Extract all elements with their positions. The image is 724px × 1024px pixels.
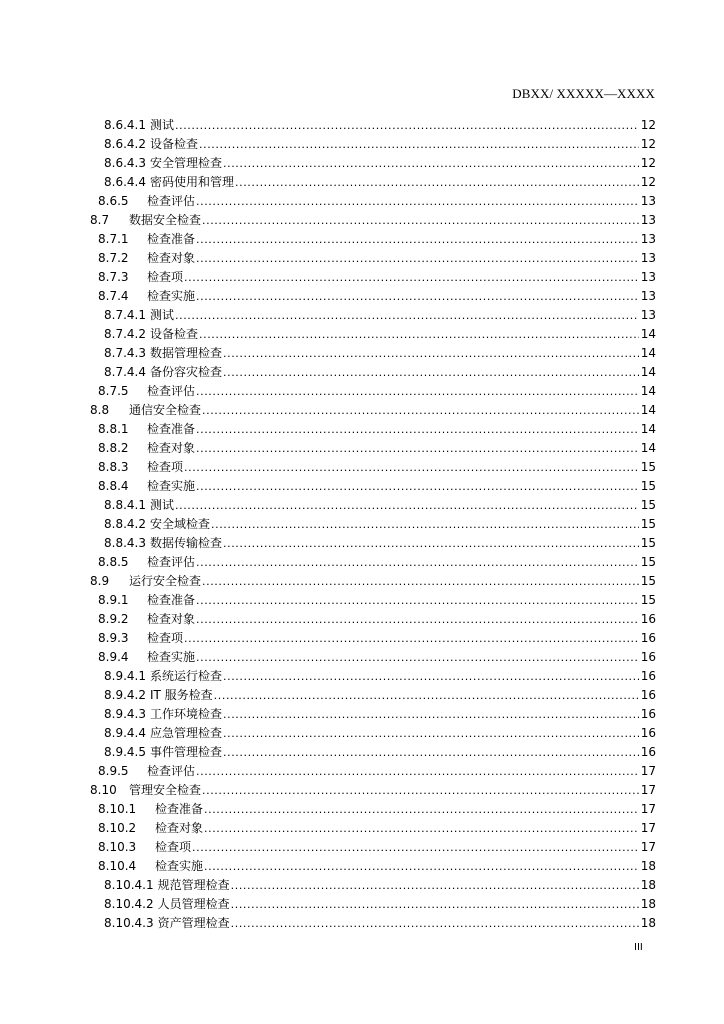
toc-entry[interactable]	[90, 838, 656, 857]
toc-entry-page: 15	[640, 498, 656, 512]
toc-entry-number: 8.8.5	[98, 555, 129, 569]
toc-entry-page: 18	[640, 897, 656, 911]
toc-dot-leader	[214, 686, 639, 705]
toc-entry-title: 测试	[149, 498, 174, 512]
toc-entry[interactable]	[90, 420, 656, 439]
toc-entry[interactable]	[90, 230, 656, 249]
toc-entry[interactable]	[90, 534, 656, 553]
toc-dot-leader	[184, 629, 639, 648]
toc-entry[interactable]	[90, 249, 656, 268]
toc-entry-title: 应急管理检查	[149, 726, 222, 740]
toc-entry-title: 检查准备	[155, 802, 204, 816]
toc-entry-page: 18	[640, 859, 656, 873]
toc-entry-page: 17	[640, 840, 656, 854]
toc-entry[interactable]	[90, 857, 656, 876]
toc-entry[interactable]	[90, 401, 656, 420]
toc-dot-leader	[175, 306, 639, 325]
toc-entry-title: 工作环境检查	[149, 707, 222, 721]
toc-entry-page: 15	[640, 460, 656, 474]
toc-entry-number: 8.8.2	[98, 441, 129, 455]
toc-entry-number: 8.6.4.1	[104, 118, 146, 132]
table-of-contents	[90, 116, 656, 933]
toc-entry-title: 测试	[149, 118, 174, 132]
toc-entry[interactable]	[90, 211, 656, 230]
toc-entry-number: 8.9.4	[98, 650, 129, 664]
toc-entry[interactable]	[90, 287, 656, 306]
toc-entry-page: 13	[640, 232, 656, 246]
toc-entry-title: 运行安全检查	[129, 574, 202, 588]
toc-dot-leader	[223, 705, 639, 724]
toc-entry-page: 13	[640, 308, 656, 322]
toc-entry-title: 测试	[149, 308, 174, 322]
toc-entry-page: 14	[640, 346, 656, 360]
toc-entry-title: 设备检查	[149, 137, 198, 151]
toc-entry-title: 检查对象	[147, 251, 196, 265]
toc-entry-page: 14	[640, 327, 656, 341]
toc-entry[interactable]	[90, 135, 656, 154]
toc-dot-leader	[202, 401, 639, 420]
toc-entry-number: 8.7.4	[98, 289, 129, 303]
toc-entry-page: 13	[640, 213, 656, 227]
toc-entry-title: 检查实施	[147, 289, 196, 303]
toc-entry-page: 13	[640, 270, 656, 284]
toc-entry-page: 13	[640, 251, 656, 265]
toc-dot-leader	[231, 895, 639, 914]
toc-entry[interactable]	[90, 724, 656, 743]
toc-entry-title: 系统运行检查	[149, 669, 222, 683]
toc-entry[interactable]	[90, 363, 656, 382]
toc-dot-leader	[196, 610, 639, 629]
toc-dot-leader	[223, 154, 639, 173]
toc-entry[interactable]	[90, 591, 656, 610]
toc-entry-title: 通信安全检查	[129, 403, 202, 417]
toc-dot-leader	[223, 363, 639, 382]
toc-entry[interactable]	[90, 781, 656, 800]
toc-entry-number: 8.10	[90, 783, 117, 797]
toc-entry[interactable]	[90, 876, 656, 895]
toc-entry-title: 检查对象	[147, 612, 196, 626]
toc-entry-number: 8.8.4	[98, 479, 129, 493]
toc-entry[interactable]	[90, 648, 656, 667]
toc-entry-title: 检查实施	[155, 859, 204, 873]
document-code: DBXX/ XXXXX—XXXX	[512, 86, 655, 101]
toc-entry-number: 8.9.4.1	[104, 669, 146, 683]
toc-entry-number: 8.7.4.4	[104, 365, 146, 379]
toc-entry-page: 16	[640, 726, 656, 740]
toc-entry-number: 8.9.4.2	[104, 688, 146, 702]
toc-entry-page: 15	[640, 536, 656, 550]
toc-entry-page: 16	[640, 688, 656, 702]
toc-entry-page: 18	[640, 916, 656, 930]
toc-dot-leader	[196, 230, 639, 249]
toc-entry-page: 17	[640, 821, 656, 835]
toc-dot-leader	[204, 800, 639, 819]
toc-entry-title: 检查实施	[147, 479, 196, 493]
toc-dot-leader	[199, 135, 639, 154]
toc-entry[interactable]	[90, 705, 656, 724]
toc-entry-title: 检查项	[147, 631, 184, 645]
toc-dot-leader	[204, 857, 639, 876]
toc-entry-number: 8.10.4	[98, 859, 137, 873]
toc-entry[interactable]	[90, 458, 656, 477]
toc-entry-number: 8.8.1	[98, 422, 129, 436]
toc-entry-number: 8.10.3	[98, 840, 137, 854]
toc-entry-title: 设备检查	[149, 327, 198, 341]
toc-entry-title: 事件管理检查	[149, 745, 222, 759]
toc-entry-title: 管理安全检查	[129, 783, 202, 797]
toc-entry-title: 人员管理检查	[157, 897, 230, 911]
toc-entry-number: 8.8	[90, 403, 110, 417]
toc-entry-title: 数据安全检查	[129, 213, 202, 227]
toc-entry-page: 12	[640, 137, 656, 151]
toc-entry[interactable]	[90, 819, 656, 838]
toc-dot-leader	[196, 382, 639, 401]
toc-entry[interactable]	[90, 515, 656, 534]
toc-dot-leader	[196, 477, 639, 496]
toc-entry[interactable]	[90, 496, 656, 515]
toc-entry-page: 16	[640, 669, 656, 683]
toc-entry-title: 检查项	[147, 460, 184, 474]
toc-entry-number: 8.7.4.2	[104, 327, 146, 341]
toc-entry-number: 8.8.4.2	[104, 517, 146, 531]
toc-entry[interactable]	[90, 154, 656, 173]
toc-entry-page: 14	[640, 384, 656, 398]
toc-entry[interactable]	[90, 173, 656, 192]
toc-entry-page: 16	[640, 707, 656, 721]
toc-entry[interactable]	[90, 192, 656, 211]
toc-entry[interactable]	[90, 686, 656, 705]
toc-entry-number: 8.9.1	[98, 593, 129, 607]
toc-dot-leader	[202, 572, 639, 591]
toc-dot-leader	[175, 116, 639, 135]
toc-entry-page: 12	[640, 175, 656, 189]
toc-entry[interactable]	[90, 762, 656, 781]
toc-dot-leader	[199, 325, 639, 344]
toc-entry[interactable]	[90, 344, 656, 363]
toc-entry-title: 规范管理检查	[157, 878, 230, 892]
toc-dot-leader	[184, 268, 639, 287]
toc-dot-leader	[196, 591, 639, 610]
toc-entry[interactable]	[90, 895, 656, 914]
toc-entry-title: 检查项	[155, 840, 192, 854]
toc-entry-page: 15	[640, 574, 656, 588]
toc-entry[interactable]	[90, 477, 656, 496]
toc-entry-page: 15	[640, 517, 656, 531]
toc-entry-page: 18	[640, 878, 656, 892]
toc-entry[interactable]	[90, 306, 656, 325]
toc-entry-title: 安全管理检查	[149, 156, 222, 170]
toc-dot-leader	[223, 743, 639, 762]
toc-entry-number: 8.9	[90, 574, 110, 588]
toc-entry-page: 13	[640, 194, 656, 208]
toc-dot-leader	[202, 211, 639, 230]
toc-entry[interactable]	[90, 325, 656, 344]
toc-entry-page: 13	[640, 289, 656, 303]
toc-entry-number: 8.7.3	[98, 270, 129, 284]
toc-entry-number: 8.10.1	[98, 802, 137, 816]
toc-entry[interactable]	[90, 116, 656, 135]
toc-dot-leader	[196, 287, 639, 306]
toc-entry-number: 8.7.1	[98, 232, 129, 246]
toc-entry-title: 检查准备	[147, 422, 196, 436]
toc-entry-number: 8.9.4.5	[104, 745, 146, 759]
toc-entry-title: 检查准备	[147, 593, 196, 607]
toc-entry-page: 14	[640, 441, 656, 455]
toc-entry-title: 检查评估	[147, 555, 196, 569]
toc-entry-page: 17	[640, 783, 656, 797]
toc-entry[interactable]	[90, 572, 656, 591]
toc-entry-number: 8.7.4.3	[104, 346, 146, 360]
toc-dot-leader	[196, 249, 639, 268]
toc-dot-leader	[184, 458, 639, 477]
toc-entry-page: 16	[640, 631, 656, 645]
toc-entry-number: 8.10.4.2	[104, 897, 154, 911]
toc-entry-number: 8.8.4.3	[104, 536, 146, 550]
toc-entry[interactable]	[90, 382, 656, 401]
toc-entry[interactable]	[90, 268, 656, 287]
toc-entry-number: 8.10.2	[98, 821, 137, 835]
toc-entry-number: 8.7.2	[98, 251, 129, 265]
toc-entry[interactable]	[90, 610, 656, 629]
toc-entry-title: 检查实施	[147, 650, 196, 664]
toc-entry-page: 17	[640, 802, 656, 816]
toc-dot-leader	[196, 192, 639, 211]
toc-entry-title: 检查项	[147, 270, 184, 284]
toc-dot-leader	[196, 553, 639, 572]
toc-entry-number: 8.9.4.3	[104, 707, 146, 721]
toc-dot-leader	[192, 838, 639, 857]
toc-entry-number: 8.6.4.4	[104, 175, 146, 189]
toc-entry-number: 8.8.4.1	[104, 498, 146, 512]
toc-entry-page: 15	[640, 555, 656, 569]
toc-entry-title: IT 服务检查	[149, 688, 213, 702]
toc-entry-number: 8.10.4.1	[104, 878, 154, 892]
toc-entry-title: 检查对象	[147, 441, 196, 455]
toc-entry[interactable]	[90, 629, 656, 648]
toc-entry-title: 数据传输检查	[149, 536, 222, 550]
toc-entry-page: 16	[640, 745, 656, 759]
toc-entry-title: 检查评估	[147, 384, 196, 398]
toc-entry[interactable]	[90, 914, 656, 933]
toc-entry-title: 检查对象	[155, 821, 204, 835]
toc-entry-title: 密码使用和管理	[149, 175, 234, 189]
toc-entry-number: 8.7.5	[98, 384, 129, 398]
toc-entry-number: 8.9.2	[98, 612, 129, 626]
toc-entry-page: 17	[640, 764, 656, 778]
toc-entry[interactable]	[90, 439, 656, 458]
toc-dot-leader	[196, 420, 639, 439]
toc-dot-leader	[204, 819, 639, 838]
toc-entry-page: 12	[640, 118, 656, 132]
toc-entry-number: 8.8.3	[98, 460, 129, 474]
toc-dot-leader	[223, 534, 639, 553]
toc-dot-leader	[196, 648, 639, 667]
toc-entry-title: 检查评估	[147, 194, 196, 208]
toc-entry-page: 14	[640, 403, 656, 417]
toc-entry-number: 8.7	[90, 213, 110, 227]
toc-entry-page: 14	[640, 365, 656, 379]
toc-dot-leader	[231, 876, 639, 895]
toc-entry-title: 资产管理检查	[157, 916, 230, 930]
toc-entry-title: 检查评估	[147, 764, 196, 778]
toc-dot-leader	[235, 173, 639, 192]
toc-dot-leader	[223, 344, 639, 363]
toc-dot-leader	[211, 515, 639, 534]
toc-entry-page: 16	[640, 650, 656, 664]
toc-dot-leader	[196, 439, 639, 458]
toc-entry-title: 备份容灾检查	[149, 365, 222, 379]
toc-entry[interactable]	[90, 667, 656, 686]
page-number: III	[634, 942, 643, 953]
toc-entry-title: 数据管理检查	[149, 346, 222, 360]
toc-entry-title: 安全域检查	[149, 517, 210, 531]
toc-dot-leader	[231, 914, 639, 933]
toc-dot-leader	[196, 762, 639, 781]
toc-entry[interactable]	[90, 800, 656, 819]
toc-entry-number: 8.9.5	[98, 764, 129, 778]
toc-entry-number: 8.9.4.4	[104, 726, 146, 740]
toc-entry-title: 检查准备	[147, 232, 196, 246]
toc-entry-page: 12	[640, 156, 656, 170]
toc-entry-number: 8.9.3	[98, 631, 129, 645]
toc-dot-leader	[175, 496, 639, 515]
toc-dot-leader	[223, 667, 639, 686]
toc-entry-page: 14	[640, 422, 656, 436]
toc-entry-page: 15	[640, 593, 656, 607]
toc-entry[interactable]	[90, 553, 656, 572]
toc-entry-number: 8.10.4.3	[104, 916, 154, 930]
toc-entry-number: 8.6.4.3	[104, 156, 146, 170]
toc-entry[interactable]	[90, 743, 656, 762]
toc-entry-number: 8.6.4.2	[104, 137, 146, 151]
toc-entry-number: 8.6.5	[98, 194, 129, 208]
toc-entry-number: 8.7.4.1	[104, 308, 146, 322]
toc-entry-page: 16	[640, 612, 656, 626]
toc-entry-page: 15	[640, 479, 656, 493]
toc-dot-leader	[202, 781, 639, 800]
toc-dot-leader	[223, 724, 639, 743]
